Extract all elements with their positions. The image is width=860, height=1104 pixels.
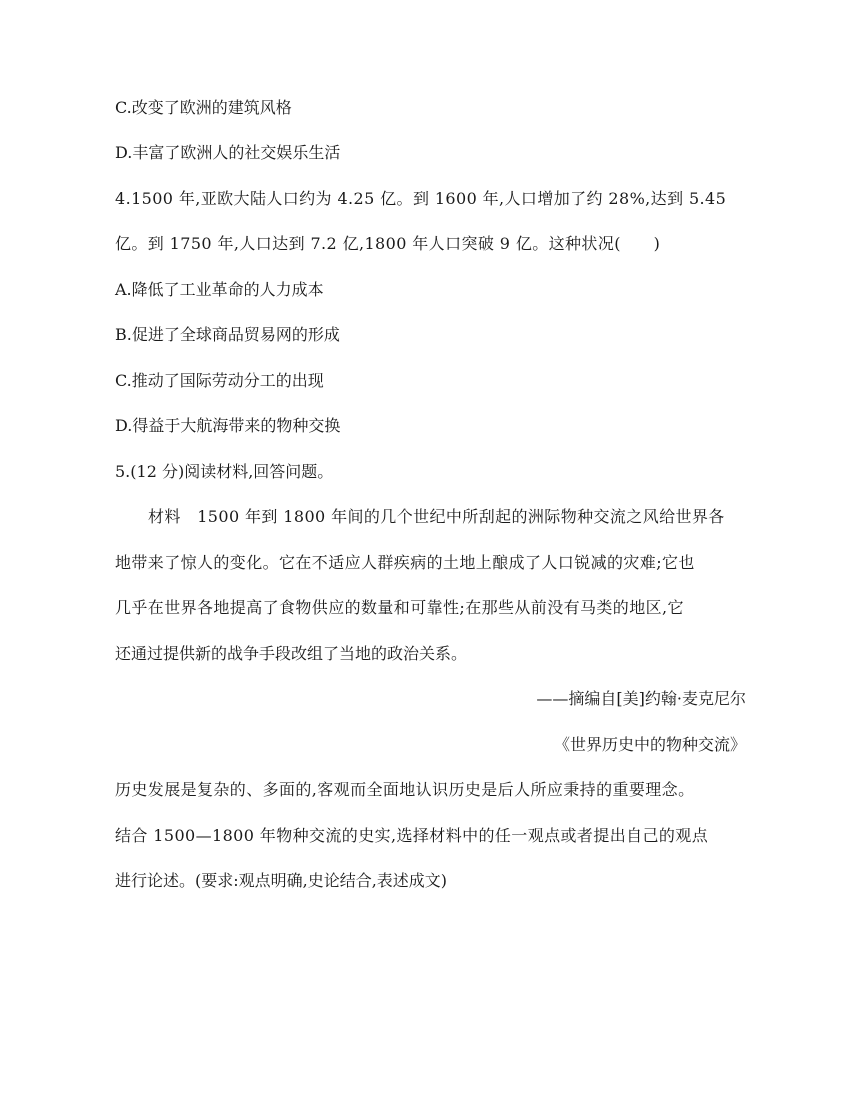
q3-option-d: D.丰富了欧洲人的社交娱乐生活 xyxy=(115,143,341,162)
q4-stem-line-1: 4.1500 年,亚欧大陆人口约为 4.25 亿。到 1600 年,人口增加了约 28%,达到 5.45 xyxy=(115,189,727,208)
q5-stem: 5.(12 分)阅读材料,回答问题。 xyxy=(115,462,334,481)
q4-option-b: B.促进了全球商品贸易网的形成 xyxy=(115,325,340,344)
q5-material-line-4: 还通过提供新的战争手段改组了当地的政治关系。 xyxy=(115,644,468,663)
q4-option-c: C.推动了国际劳动分工的出现 xyxy=(115,371,324,390)
q5-material-line-1: 材料 1500 年到 1800 年间的几个世纪中所刮起的洲际物种交流之风给世界各 xyxy=(148,507,725,526)
q4-stem-line-2: 亿。到 1750 年,人口达到 7.2 亿,1800 年人口突破 9 亿。这种状况( ) xyxy=(115,234,661,253)
q5-task-line-2: 结合 1500—1800 年物种交流的史实,选择材料中的任一观点或者提出自己的观点 xyxy=(115,826,709,845)
q5-source-author: ——摘编自[美]约翰·麦克尼尔 xyxy=(536,689,746,708)
q5-material-line-2: 地带来了惊人的变化。它在不适应人群疾病的土地上酿成了人口锐减的灾难;它也 xyxy=(115,553,695,572)
q5-task-line-1: 历史发展是复杂的、多面的,客观而全面地认识历史是后人所应秉持的重要理念。 xyxy=(115,780,695,799)
q5-task-line-3: 进行论述。(要求:观点明确,史论结合,表述成文) xyxy=(115,871,448,890)
q5-source-title: 《世界历史中的物种交流》 xyxy=(553,735,746,754)
q5-material-line-3: 几乎在世界各地提高了食物供应的数量和可靠性;在那些从前没有马类的地区,它 xyxy=(115,598,684,617)
q3-option-c: C.改变了欧洲的建筑风格 xyxy=(115,98,292,117)
q4-option-a: A.降低了工业革命的人力成本 xyxy=(115,280,324,299)
q4-option-d: D.得益于大航海带来的物种交换 xyxy=(115,416,341,435)
